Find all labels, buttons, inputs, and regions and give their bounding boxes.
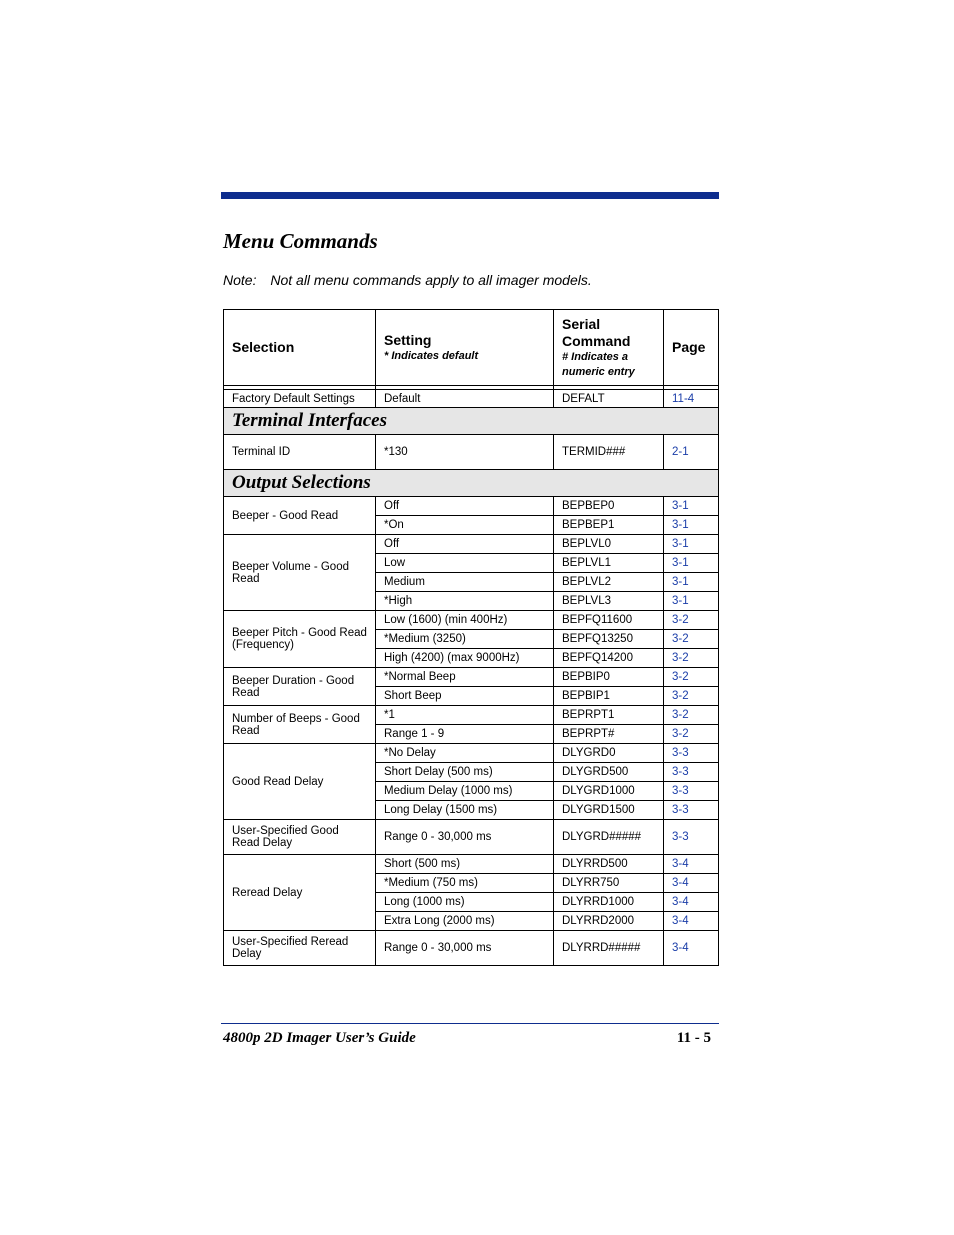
page-link[interactable]: 3-1 xyxy=(664,516,719,535)
setting-cell: *High xyxy=(376,592,554,611)
table-row xyxy=(224,435,719,470)
page-link[interactable]: 3-4 xyxy=(664,912,719,931)
selection-cell: User-Specified Good Read Delay xyxy=(224,820,376,855)
command-cell: BEPRPT# xyxy=(554,725,664,744)
table-row xyxy=(224,744,719,763)
page-link[interactable]: 11-4 xyxy=(664,390,719,408)
setting-cell: Short (500 ms) xyxy=(376,855,554,874)
selection-cell: Reread Delay xyxy=(224,855,376,931)
header-rule xyxy=(221,192,719,199)
table-row xyxy=(224,706,719,725)
setting-cell: *On xyxy=(376,516,554,535)
setting-cell: Range 0 - 30,000 ms xyxy=(376,931,554,966)
command-cell: BEPBEP1 xyxy=(554,516,664,535)
table-row xyxy=(224,931,719,966)
table-row xyxy=(224,820,719,855)
page-link[interactable]: 3-1 xyxy=(664,554,719,573)
section-title-terminal-interfaces: Terminal Interfaces xyxy=(224,408,719,435)
footer-rule xyxy=(221,1023,719,1024)
command-cell: DLYRRD##### xyxy=(554,931,664,966)
table-row xyxy=(224,390,719,408)
setting-cell: *Normal Beep xyxy=(376,668,554,687)
command-cell: DLYGRD0 xyxy=(554,744,664,763)
selection-cell: Beeper Volume - Good Read xyxy=(224,535,376,611)
page-link[interactable]: 3-4 xyxy=(664,874,719,893)
command-cell: DEFALT xyxy=(554,390,664,408)
command-cell: BEPLVL1 xyxy=(554,554,664,573)
footer-guide-title: 4800p 2D Imager User’s Guide xyxy=(223,1030,416,1046)
page-link[interactable]: 3-1 xyxy=(664,592,719,611)
setting-cell: *Medium (3250) xyxy=(376,630,554,649)
setting-cell: Extra Long (2000 ms) xyxy=(376,912,554,931)
page-link[interactable]: 3-3 xyxy=(664,801,719,820)
table-header-row xyxy=(224,310,719,386)
command-cell: BEPLVL2 xyxy=(554,573,664,592)
page-link[interactable]: 3-4 xyxy=(664,893,719,912)
setting-cell: High (4200) (max 9000Hz) xyxy=(376,649,554,668)
page-link[interactable]: 3-2 xyxy=(664,725,719,744)
page-link[interactable]: 3-1 xyxy=(664,535,719,554)
command-cell: BEPLVL0 xyxy=(554,535,664,554)
setting-cell: Low (1600) (min 400Hz) xyxy=(376,611,554,630)
setting-cell: Medium Delay (1000 ms) xyxy=(376,782,554,801)
page-link[interactable]: 3-3 xyxy=(664,744,719,763)
setting-cell: Short Delay (500 ms) xyxy=(376,763,554,782)
section-row xyxy=(224,408,719,435)
setting-cell: Range 1 - 9 xyxy=(376,725,554,744)
page-link[interactable]: 3-2 xyxy=(664,649,719,668)
command-cell: TERMID### xyxy=(554,435,664,470)
setting-cell: Medium xyxy=(376,573,554,592)
note-text: Not all menu commands apply to all imager models. xyxy=(270,272,592,288)
header-serial-label: Serial Command xyxy=(562,315,631,349)
note xyxy=(223,272,592,288)
page-link[interactable]: 3-4 xyxy=(664,855,719,874)
header-serial-note: # Indicates a numeric entry xyxy=(562,350,635,378)
header-page: Page xyxy=(664,310,719,386)
setting-cell: Low xyxy=(376,554,554,573)
setting-cell: Range 0 - 30,000 ms xyxy=(376,820,554,855)
command-cell: BEPBIP1 xyxy=(554,687,664,706)
command-cell: BEPFQ11600 xyxy=(554,611,664,630)
command-cell: BEPBEP0 xyxy=(554,497,664,516)
page-title: Menu Commands xyxy=(223,229,378,253)
setting-cell: *Medium (750 ms) xyxy=(376,874,554,893)
page-link[interactable]: 3-2 xyxy=(664,668,719,687)
page-link[interactable]: 3-3 xyxy=(664,763,719,782)
command-cell: BEPBIP0 xyxy=(554,668,664,687)
setting-cell: *130 xyxy=(376,435,554,470)
page-link[interactable]: 3-2 xyxy=(664,630,719,649)
footer-page-number: 11 - 5 xyxy=(676,1030,711,1046)
setting-cell: Off xyxy=(376,497,554,516)
selection-cell: Number of Beeps - Good Read xyxy=(224,706,376,744)
page-link[interactable]: 2-1 xyxy=(664,435,719,470)
selection-cell: Beeper - Good Read xyxy=(224,497,376,535)
header-setting-note: * Indicates default xyxy=(384,349,479,362)
table-row xyxy=(224,535,719,554)
page-link[interactable]: 3-2 xyxy=(664,706,719,725)
table-row xyxy=(224,668,719,687)
header-serial-command xyxy=(554,310,664,386)
command-cell: DLYGRD1000 xyxy=(554,782,664,801)
table-row xyxy=(224,855,719,874)
setting-cell: *No Delay xyxy=(376,744,554,763)
section-title-output-selections: Output Selections xyxy=(224,470,719,497)
command-cell: BEPRPT1 xyxy=(554,706,664,725)
command-cell: DLYGRD1500 xyxy=(554,801,664,820)
page-link[interactable]: 3-2 xyxy=(664,611,719,630)
setting-cell: Short Beep xyxy=(376,687,554,706)
page-link[interactable]: 3-1 xyxy=(664,573,719,592)
page-link[interactable]: 3-4 xyxy=(664,931,719,966)
page-link[interactable]: 3-3 xyxy=(664,782,719,801)
section-row xyxy=(224,470,719,497)
setting-cell: Long (1000 ms) xyxy=(376,893,554,912)
setting-cell: *1 xyxy=(376,706,554,725)
selection-cell: Beeper Duration - Good Read xyxy=(224,668,376,706)
command-cell: DLYRRD2000 xyxy=(554,912,664,931)
command-cell: DLYRR750 xyxy=(554,874,664,893)
selection-cell: User-Specified Reread Delay xyxy=(224,931,376,966)
page-link[interactable]: 3-1 xyxy=(664,497,719,516)
selection-cell: Terminal ID xyxy=(224,435,376,470)
setting-cell: Default xyxy=(376,390,554,408)
command-cell: DLYRRD1000 xyxy=(554,893,664,912)
menu-commands-table xyxy=(223,309,719,966)
setting-cell: Long Delay (1500 ms) xyxy=(376,801,554,820)
page-link[interactable]: 3-2 xyxy=(664,687,719,706)
header-setting-label: Setting xyxy=(384,331,432,348)
page-link[interactable]: 3-3 xyxy=(664,820,719,855)
command-cell: DLYGRD500 xyxy=(554,763,664,782)
command-cell: BEPFQ13250 xyxy=(554,630,664,649)
selection-cell: Factory Default Settings xyxy=(224,390,376,408)
note-label: Note: xyxy=(223,272,257,288)
setting-cell: Off xyxy=(376,535,554,554)
command-cell: BEPFQ14200 xyxy=(554,649,664,668)
table-row xyxy=(224,497,719,516)
table-row xyxy=(224,611,719,630)
command-cell: DLYRRD500 xyxy=(554,855,664,874)
command-cell: BEPLVL3 xyxy=(554,592,664,611)
header-selection: Selection xyxy=(224,310,376,386)
header-setting xyxy=(376,310,554,386)
command-cell: DLYGRD##### xyxy=(554,820,664,855)
selection-cell: Beeper Pitch - Good Read (Frequency) xyxy=(224,611,376,668)
selection-cell: Good Read Delay xyxy=(224,744,376,820)
